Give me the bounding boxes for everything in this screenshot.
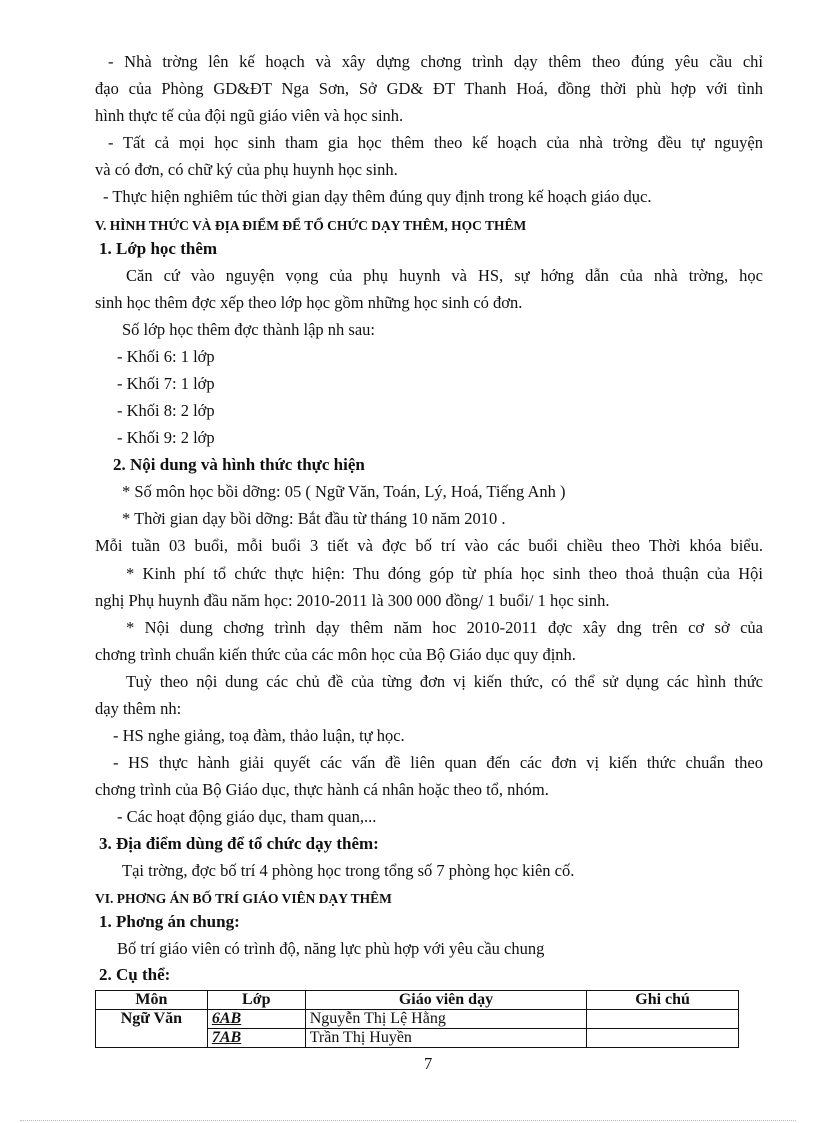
subheading-dia-diem: 3. Địa điểm dùng để tổ chức dạy thêm: [99, 834, 379, 853]
list-item: - Khối 7: 1 lớp [117, 374, 215, 393]
subheading-lop-hoc-them: 1. Lớp học thêm [99, 239, 218, 258]
paragraph-line: - HS thực hành giải quyết các vấn đề liên quan đến các đơn vị kiến thức chuẩn theo [113, 753, 763, 772]
paragraph-line: - Nhà trờng lên kế hoạch và xây dựng chơng trình dạy thêm theo đúng yêu cầu chỉ [108, 52, 763, 71]
teacher-cell: Trần Thị Huyền [305, 1029, 587, 1048]
header-cell-mon: Môn [96, 991, 208, 1010]
paragraph-line: Căn cứ vào nguyện vọng của phụ huynh và HS, sự hớng dẫn của nhà trờng, học [126, 266, 763, 285]
subheading-noi-dung: 2. Nội dung và hình thức thực hiện [113, 455, 365, 474]
subheading-cu-the: 2. Cụ thể: [99, 965, 171, 984]
note-cell [587, 1010, 739, 1029]
page-bottom-border [20, 1120, 796, 1121]
list-item: - Khối 6: 1 lớp [117, 347, 215, 366]
teacher-table [95, 990, 739, 1048]
paragraph-line: Tại trờng, đợc bố trí 4 phòng học trong tổng số 7 phòng học kiên cố. [122, 861, 575, 880]
paragraph-line: Tuỳ theo nội dung các chủ đề của từng đơn vị kiến thức, có thể sử dụng các hình thức [126, 672, 763, 691]
paragraph-line: chơng trình chuẩn kiến thức của các môn học của Bộ Giáo dục quy định. [95, 645, 576, 664]
teacher-cell: Nguyễn Thị Lệ Hằng [305, 1010, 587, 1029]
paragraph-line: Số lớp học thêm đợc thành lập nh sau: [122, 320, 375, 339]
paragraph-line: và có đơn, có chữ ký của phụ huynh học sinh. [95, 160, 398, 179]
paragraph-line: Mỗi tuần 03 buổi, mỗi buổi 3 tiết và đợc bố trí vào các buổi chiều theo Thời khóa biểu. [95, 536, 763, 555]
paragraph-line: sinh học thêm đợc xếp theo lớp học gồm những học sinh có đơn. [95, 293, 523, 312]
list-item: - Khối 8: 2 lớp [117, 401, 215, 420]
paragraph-line: * Kinh phí tổ chức thực hiện: Thu đóng góp từ phía học sinh theo thoả thuận của Hội [126, 564, 763, 583]
paragraph-line: nghị Phụ huynh đầu năm học: 2010-2011 là 300 000 đồng/ 1 buổi/ 1 học sinh. [95, 591, 610, 610]
subject-cell: Ngữ Văn [96, 1010, 208, 1048]
paragraph-line: * Nội dung chơng trình dạy thêm năm hoc 2010-2011 đợc xây dng trên cơ sở của [126, 618, 763, 637]
list-item: - Các hoạt động giáo dục, tham quan,... [117, 807, 377, 826]
paragraph-line: chơng trình của Bộ Giáo dục, thực hành cá nhân hoặc theo tổ, nhóm. [95, 780, 549, 799]
list-item: - Khối 9: 2 lớp [117, 428, 215, 447]
header-cell-ghi-chu: Ghi chú [587, 991, 739, 1010]
paragraph-line: * Số môn học bồi dỡng: 05 ( Ngữ Văn, Toán, Lý, Hoá, Tiếng Anh ) [122, 482, 566, 501]
header-cell-lop: Lớp [207, 991, 305, 1010]
header-cell-giao-vien: Giáo viên dạy [305, 991, 587, 1010]
paragraph-line: đạo của Phòng GD&ĐT Nga Sơn, Sở GD& ĐT Thanh Hoá, đồng thời phù hợp với tình [95, 79, 763, 98]
paragraph-line: - Tất cả mọi học sinh tham gia học thêm theo kế hoạch của nhà trờng đều tự nguyện [108, 133, 763, 152]
section-heading-v: V. HÌNH THỨC VÀ ĐỊA ĐIỂM ĐỂ TỔ CHỨC DẠY THÊM, HỌC THÊM [95, 218, 527, 233]
section-heading-vi: VI. PHƠNG ÁN BỐ TRÍ GIÁO VIÊN DẠY THÊM [95, 891, 392, 906]
paragraph-line: - Thực hiện nghiêm túc thời gian dạy thêm đúng quy định trong kế hoạch giáo dục. [103, 187, 652, 206]
class-cell: 7AB [207, 1029, 305, 1048]
paragraph-line: hình thực tế của đội ngũ giáo viên và học sinh. [95, 106, 404, 125]
table-header-row [96, 991, 739, 1010]
table-row [96, 1010, 739, 1029]
paragraph-line: * Thời gian dạy bồi dỡng: Bắt đầu từ tháng 10 năm 2010 . [122, 509, 506, 528]
class-cell: 6AB [207, 1010, 305, 1029]
paragraph-line: dạy thêm nh: [95, 699, 182, 718]
list-item: - HS nghe giảng, toạ đàm, thảo luận, tự học. [113, 726, 405, 745]
page-number: 7 [424, 1054, 433, 1073]
paragraph-line: Bố trí giáo viên có trình độ, năng lực phù hợp với yêu cầu chung [117, 939, 545, 958]
note-cell [587, 1029, 739, 1048]
subheading-phuong-an-chung: 1. Phơng án chung: [99, 912, 240, 931]
